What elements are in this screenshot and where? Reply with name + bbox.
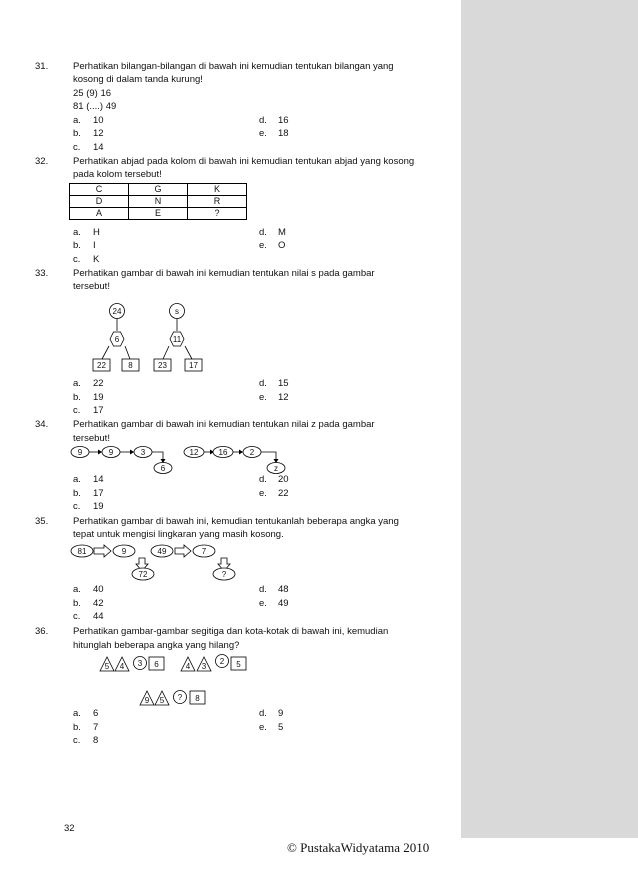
q31-option-b-letter: b. [73,128,81,139]
q32-option-e-letter: e. [259,240,267,251]
q32-option-e: O [278,240,286,251]
q36-g2-t1: 4 [185,662,191,671]
q34-result1: 6 [160,464,166,473]
q31-number: 31. [35,61,49,72]
q33-option-a-letter: a. [73,378,81,389]
q32-option-b: I [93,240,96,251]
q32-option-b-letter: b. [73,240,81,251]
q33-option-d-letter: d. [259,378,267,389]
q33-line2: tersebut! [73,281,110,292]
q33-tree2-mid: 11 [172,335,182,344]
q35-option-a: 40 [93,584,104,595]
q34-option-b: 17 [93,488,104,499]
q33-tree1-right: 8 [128,361,133,370]
q35-option-b: 42 [93,598,104,609]
q36-option-a: 6 [93,708,99,719]
q34-option-c-letter: c. [73,501,81,512]
q35-option-a-letter: a. [73,584,81,595]
q36-line1: Perhatikan gambar-gambar segitiga dan kota-kotak di bawah ini, kemudian [73,626,389,637]
q35-seq-3: 7 [201,547,207,556]
q34-option-a-letter: a. [73,474,81,485]
q33-tree2-top: s [175,307,179,316]
q33-option-e-letter: e. [259,392,267,403]
q32-option-a-letter: a. [73,227,81,238]
q34-line1: Perhatikan gambar di bawah ini kemudian tentukan nilai z pada gambar [73,419,375,430]
q34-option-d: 20 [278,474,289,485]
table-cell: N [129,196,188,208]
q36-g3-t2: 5 [159,696,165,705]
q31-option-d-letter: d. [259,115,267,126]
q36-option-a-letter: a. [73,708,81,719]
q32-option-c-letter: c. [73,254,81,265]
q35-option-c-letter: c. [73,611,81,622]
q35-option-b-letter: b. [73,598,81,609]
q31-option-a-letter: a. [73,115,81,126]
q36-option-b-letter: b. [73,722,81,733]
q34-chain1-0: 9 [77,448,83,457]
q36-option-b: 7 [93,722,99,733]
q36-g3-b: 8 [195,694,200,703]
q35-seq-1: 9 [121,547,127,556]
hollow-right-arrow-icon [175,545,191,557]
q34-line2: tersebut! [73,433,110,444]
q36-g2-b: 5 [236,660,241,669]
q32-line1: Perhatikan abjad pada kolom di bawah ini kemudian tentukan abjad yang kosong [73,156,415,167]
q31-line1: Perhatikan bilangan-bilangan di bawah ini kemudian tentukan bilangan yang [73,61,394,72]
q31-option-c-letter: c. [73,142,81,153]
q34-chain-2 [184,447,285,474]
page-number: 32 [64,823,75,834]
q34-chain2-1: 16 [218,448,228,457]
table-cell: G [129,184,188,196]
q35-option-d: 48 [278,584,289,595]
q36-number: 36. [35,626,49,637]
q36-g2-c: 2 [219,657,225,666]
q35-number: 35. [35,516,49,527]
q32-option-d: M [278,227,286,238]
q35-line1: Perhatikan gambar di bawah ini, kemudian tentukanlah beberapa angka yang [73,516,399,527]
q36-option-d-letter: d. [259,708,267,719]
table-cell: E [129,208,188,220]
q31-line2: kosong di dalam tanda kurung! [73,74,203,85]
q31-option-c: 14 [93,142,104,153]
q34-chain2-0: 12 [189,448,199,457]
q35-result2: ? [221,570,227,579]
q33-option-b: 19 [93,392,104,403]
q35-option-e: 49 [278,598,289,609]
q34-option-d-letter: d. [259,474,267,485]
q36-g3-c: ? [177,693,183,702]
q34-chain1-1: 9 [108,448,114,457]
q32-option-a: H [93,227,100,238]
q36-option-c: 8 [93,735,99,746]
q33-number: 33. [35,268,49,279]
q31-option-d: 16 [278,115,289,126]
q36-g1-t2: 4 [119,662,125,671]
q36-g1-t1: 5 [104,662,110,671]
q31-option-b: 12 [93,128,104,139]
q33-tree1-left: 22 [97,361,106,370]
q31-option-e: 18 [278,128,289,139]
q35-option-e-letter: e. [259,598,267,609]
q34-result2: z [274,464,278,473]
q33-tree-1 [93,304,139,372]
q35-result1: 72 [138,570,148,579]
q36-g2-t2: 3 [201,662,207,671]
q36-line2: hitunglah beberapa angka yang hilang? [73,640,240,651]
q32-option-d-letter: d. [259,227,267,238]
q34-chain2-2: 2 [249,448,255,457]
q35-option-c: 44 [93,611,104,622]
q36-group-1 [100,657,164,672]
q31-row2: 81 (....) 49 [73,101,117,112]
q32-line2: pada kolom tersebut! [73,169,162,180]
q34-option-c: 19 [93,501,104,512]
q36-group-2 [181,655,246,672]
q32-number: 32. [35,156,49,167]
q35-option-d-letter: d. [259,584,267,595]
q34-option-e: 22 [278,488,289,499]
q36-option-e-letter: e. [259,722,267,733]
q33-tree1-mid: 6 [114,335,120,344]
q36-option-e: 5 [278,722,284,733]
q31-option-a: 10 [93,115,104,126]
q32-option-c: K [93,254,100,265]
q33-option-c: 17 [93,405,104,416]
q31-option-e-letter: e. [259,128,267,139]
q33-option-d: 15 [278,378,289,389]
q34-chain1-2: 3 [140,448,146,457]
q34-option-b-letter: b. [73,488,81,499]
table-cell: A [70,208,129,220]
q33-option-e: 12 [278,392,289,403]
q33-option-b-letter: b. [73,392,81,403]
q33-tree2-right: 17 [189,361,198,370]
q36-group-3 [140,691,205,706]
q33-line1: Perhatikan gambar di bawah ini kemudian tentukan nilai s pada gambar [73,268,375,279]
q33-tree2-left: 23 [158,361,167,370]
q34-option-e-letter: e. [259,488,267,499]
table-cell: R [188,196,247,208]
q33-option-a: 22 [93,378,104,389]
q34-number: 34. [35,419,49,430]
q33-tree-2 [154,304,202,372]
table-cell: ? [188,208,247,220]
table-cell: C [70,184,129,196]
q34-option-a: 14 [93,474,104,485]
q35-diagram [71,545,235,580]
q36-option-c-letter: c. [73,735,81,746]
q35-seq-2: 49 [157,547,167,556]
q36-g1-c: 3 [137,659,143,668]
q36-g1-b: 6 [154,660,159,669]
q31-row1: 25 (9) 16 [73,88,112,99]
q33-option-c-letter: c. [73,405,81,416]
q36-option-d: 9 [278,708,284,719]
copyright-notice: © PustakaWidyatama 2010 [287,840,430,855]
table-cell: D [70,196,129,208]
hollow-right-arrow-icon [94,545,111,557]
table-cell: K [188,184,247,196]
q36-g3-t1: 9 [144,696,150,705]
q35-line2: tepat untuk mengisi lingkaran yang masih kosong. [73,529,284,540]
q33-tree1-top: 24 [112,307,122,316]
q35-seq-0: 81 [77,547,87,556]
q34-chain-1 [71,447,172,474]
